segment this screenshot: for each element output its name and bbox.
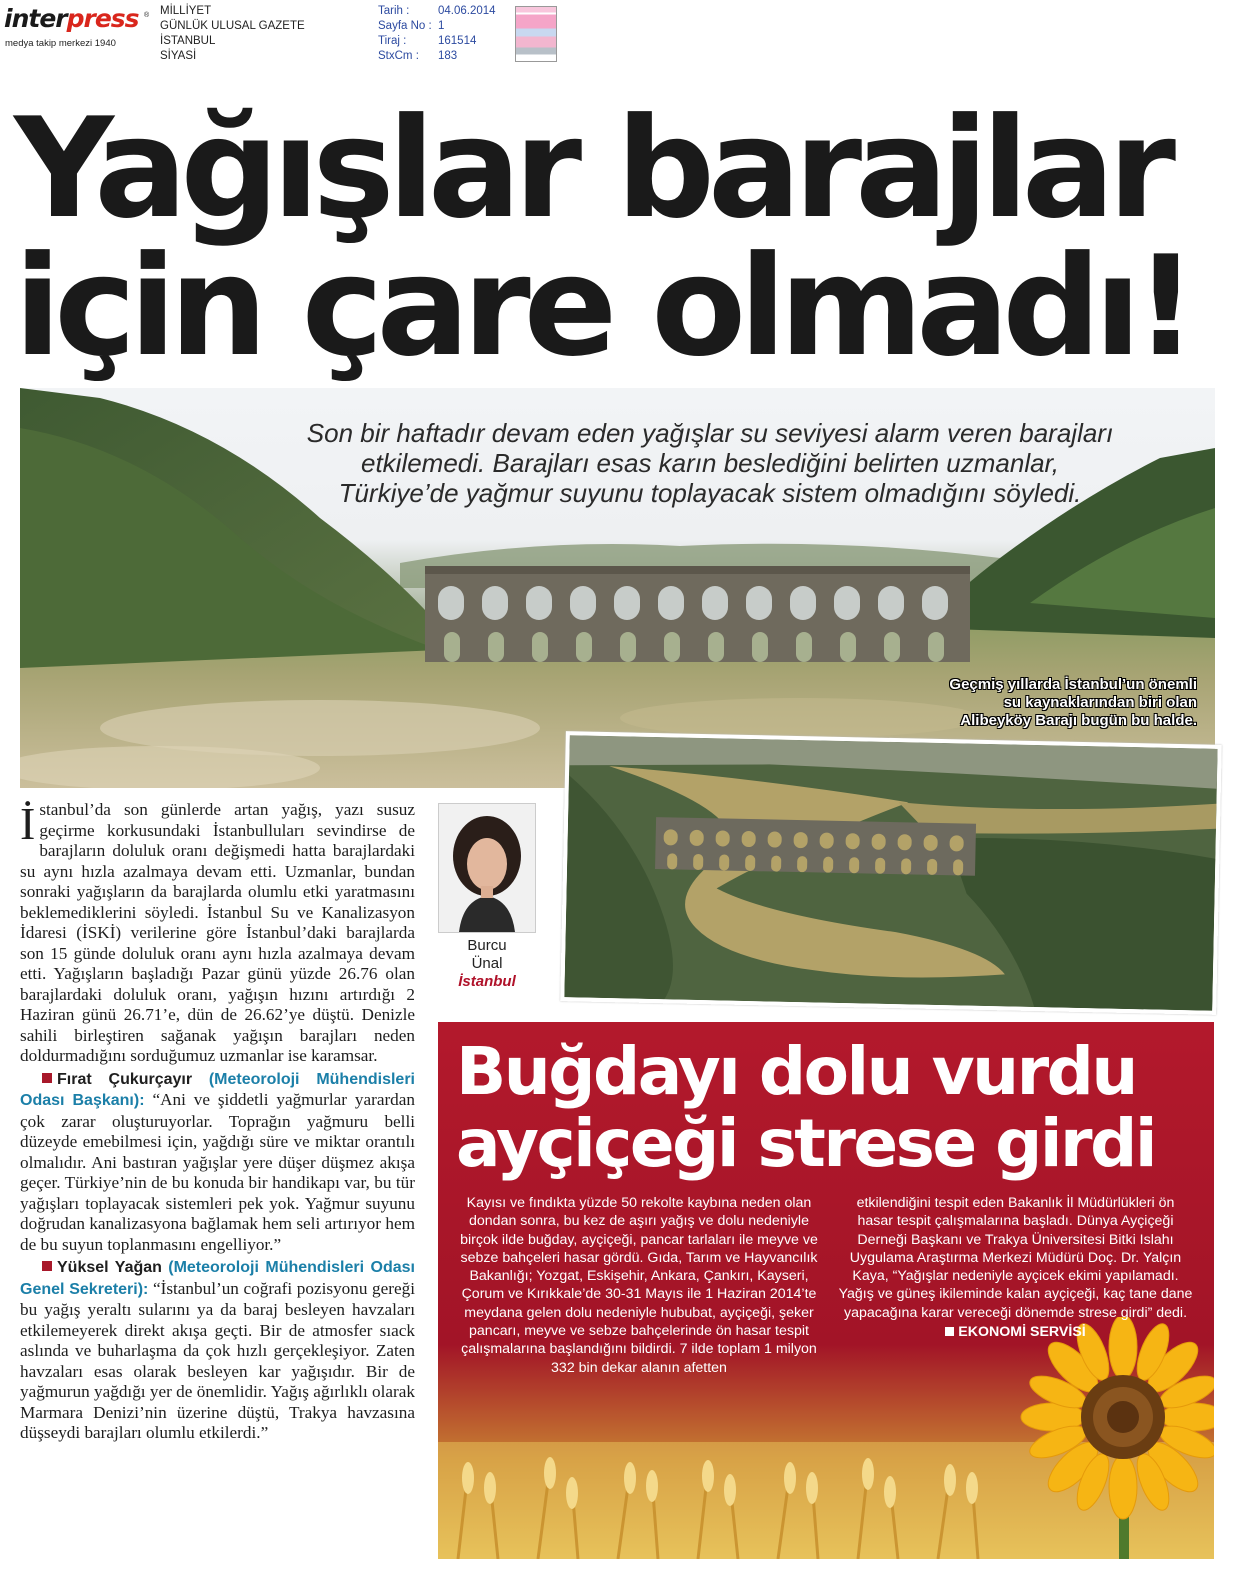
- sidebar-headline-line-1: Buğdayı dolu vurdu: [456, 1033, 1136, 1110]
- publication-city: İSTANBUL: [160, 35, 216, 47]
- sunflower-illustration: [993, 1317, 1214, 1559]
- main-headline: [14, 88, 1229, 387]
- byline-square-icon: [945, 1327, 954, 1336]
- sidebar-story: [438, 1022, 1214, 1559]
- clipping-meta: [378, 4, 496, 64]
- quote-2-title: (Meteoroloji Mühendisleri Odası Genel Sekreteri):: [20, 1259, 415, 1298]
- page-thumbnail: [515, 6, 557, 62]
- full-reservoir-illustration: [564, 735, 1217, 1011]
- headline-line-2: için çare olmadı!: [14, 226, 1191, 387]
- caption-line-2: su kaynaklarından biri olan: [1003, 694, 1197, 711]
- quote-1-text: “Ani ve şiddetli yağmurlar yarardan çok zarar oluşturuyorlar. Toprağın yağmuru belli düzeyde emebilmesi için, yağdığı süre ve miktar orantılı olmalıdır. Ani bastıran yağışlar yere düşer düşmez akışa geçer. Türkiye’nin de bu konuda bir handikapı var, bu tür yağışları toplayacak sistemleri pek yok. Yağmur suyunu doğrudan kanalizasyona bağlamak hem seli artırıyor hem de bu suyun toplanmasını engelliyor.”: [20, 1090, 416, 1254]
- author-box: [438, 803, 536, 991]
- aqueduct-silhouette: [425, 566, 970, 662]
- logo-part-inter: inter: [4, 4, 67, 33]
- author-name: [438, 937, 536, 973]
- article-deck: [210, 418, 1210, 508]
- registered-mark: ®: [144, 12, 150, 19]
- quote-bullet-icon: [42, 1261, 52, 1271]
- caption-line-3: Alibeyköy Barajı bugün bu halde.: [960, 712, 1197, 729]
- deck-line-1: Son bir haftadır devam eden yağışlar su seviyesi alarm veren barajları: [306, 418, 1114, 448]
- article-body: [20, 800, 415, 1444]
- expert-quote-2: [20, 1257, 415, 1444]
- author-portrait-illustration: [439, 804, 535, 932]
- byline-text: EKONOMİ SERVİSİ: [958, 1324, 1086, 1341]
- sidebar-column-1: [454, 1194, 824, 1377]
- aqueduct-small-silhouette: [655, 817, 976, 876]
- caption-line-1: Geçmiş yıllarda İstanbul’un önemli: [949, 676, 1197, 693]
- logo-wordmark: [4, 4, 139, 33]
- clipping-header: [0, 0, 1240, 72]
- sidebar-byline: [945, 1323, 1085, 1341]
- logo-tagline: medya takip merkezi 1940: [5, 38, 116, 49]
- lead-paragraph: [20, 800, 415, 1067]
- sidebar-headline: [456, 1033, 1206, 1182]
- deck-line-2: etkilemedi. Barajları esas karın beslediğini belirten uzmanlar,: [360, 448, 1059, 478]
- logo-part-press: press: [66, 4, 139, 33]
- full-dam-archive-photo: [560, 731, 1222, 1015]
- meta-stxcm: StxCm : 183: [378, 50, 458, 62]
- sidebar-column-1-text: Kayısı ve fındıkta yüzde 50 rekolte kaybına neden olan dondan sonra, bu kez de aşırı yağış ve dolu nedeniyle birçok ilde buğday, ayçiçeği, pancar tarlaları ile meyve ve sebze bahçeleri hasar gördü. Gıda, Tarım ve Hayvancılık Bakanlığı; Yozgat, Eskişehir, Ankara, Çankırı, Kayseri, Çorum ve Kırıkkale’de 30-31 Mayıs ile 1 Haziran 2014’te meydana gelen dolu nedeniyle hububat, ayçiçeği, şeker pancarı, meyve ve sebze bahçelerinde ön hasar tespit çalışmalarına başlandığını bildirdi. 7 ilde toplam 1 milyon 332 bin dekar alanın afetten: [460, 1195, 818, 1376]
- publication-name: MİLLİYET: [160, 5, 212, 17]
- quote-1-name: Fırat Çukurçayır: [57, 1070, 193, 1088]
- aqueduct-dry-dam-photo: [20, 388, 1215, 788]
- expert-quote-1: [20, 1069, 415, 1256]
- meta-date: Tarih : 04.06.2014: [378, 5, 496, 17]
- meta-circulation: Tiraj : 161514: [378, 35, 477, 47]
- author-location: İstanbul: [458, 973, 516, 990]
- lead-text: stanbul’da son günlerde artan yağış, yazı susuz geçirme korkusundaki İstanbulluları sevindirse de barajların doluluk oranı değişmedi hatta barajlardaki su aynı hızla azalmaya devam etti. Uzmanlar, bundan sonraki yağışların da barajlarda olumlu etki yaratmasını beklemediklerini söyledi. İstanbul Su ve Kanalizasyon İdaresi (İSKİ) verilerine göre İstanbul’daki barajlarda son 15 günde doluluk oranı aynı hızla azalmaya devam etti. Yağışların başladığı Pazar günü yüzde 26.76 olan barajlardaki doluluk oranı, yağışın hızını artırdığı 2 Haziran günü 26.71’e, dün de 26.62’ye düştü. Denizle sahili birleştiren sağanak yağışın barajları neden doldurmadığını sorduğumuz uzmanlar ise karamsar.: [20, 800, 415, 1065]
- author-photo: [438, 803, 536, 933]
- quote-1-title: (Meteoroloji Mühendisleri Odası Başkanı):: [20, 1070, 415, 1109]
- interpress-logo: [4, 4, 152, 52]
- publication-type: GÜNLÜK ULUSAL GAZETE: [160, 20, 305, 32]
- photo-caption: [949, 676, 1197, 730]
- deck-line-3: Türkiye’de yağmur suyunu toplayacak sistem olmadığını söyledi.: [338, 478, 1082, 508]
- sidebar-column-2: [838, 1194, 1193, 1341]
- publication-info: [160, 4, 305, 64]
- quote-2-name: Yüksel Yağan: [57, 1259, 162, 1276]
- meta-page: Sayfa No : 1: [378, 20, 445, 32]
- drop-cap: İ: [20, 798, 36, 849]
- headline-line-1: Yağışlar barajlar: [14, 88, 1170, 249]
- sidebar-column-2-text: etkilendiğini tespit eden Bakanlık İl Müdürlükleri ön hasar tespit çalışmalarına başladı. Dünya Ayçiçeği Derneği Başkanı ve Trakya Üniversitesi Bitki Islahı Uygulama Araştırma Merkezi Müdürü Doç. Dr. Yalçın Kaya, “Yağışlar nedeniyle ayçicek ekimi yapılamadı. Yağış ve güneş ikileminde kalan ayçiçeği, kaç tane dane yapacağına karar vereceği dönemde strese girdi” dedi.: [838, 1195, 1193, 1321]
- quote-2-text: “İstanbul’un coğrafi pozisyonu gereği bu yağış yeraltı sularını ya da baraj besleyen havzaları etkilemeyerek direkt akışa geçti. Bir de atmosfer sıack aslında ve buharlaşma da çok hızlı gerçekleşiyor. Zaten havzaları esas olarak besleyen kar yağışıdır. Bir de yağmurun yağdığı yer de önemlidir. Yağış ağırlıklı olarak Marmara Denizi’nin üzerine düştü, Trakya havzasına düşseydi barajları olumlu etkilerdi.”: [20, 1278, 415, 1442]
- quote-bullet-icon: [42, 1073, 52, 1083]
- publication-section: SİYASİ: [160, 50, 197, 62]
- sidebar-headline-line-2: ayçiçeği strese girdi: [456, 1105, 1155, 1182]
- author-first-name: Burcu: [467, 937, 507, 954]
- author-last-name: Ünal: [471, 955, 503, 972]
